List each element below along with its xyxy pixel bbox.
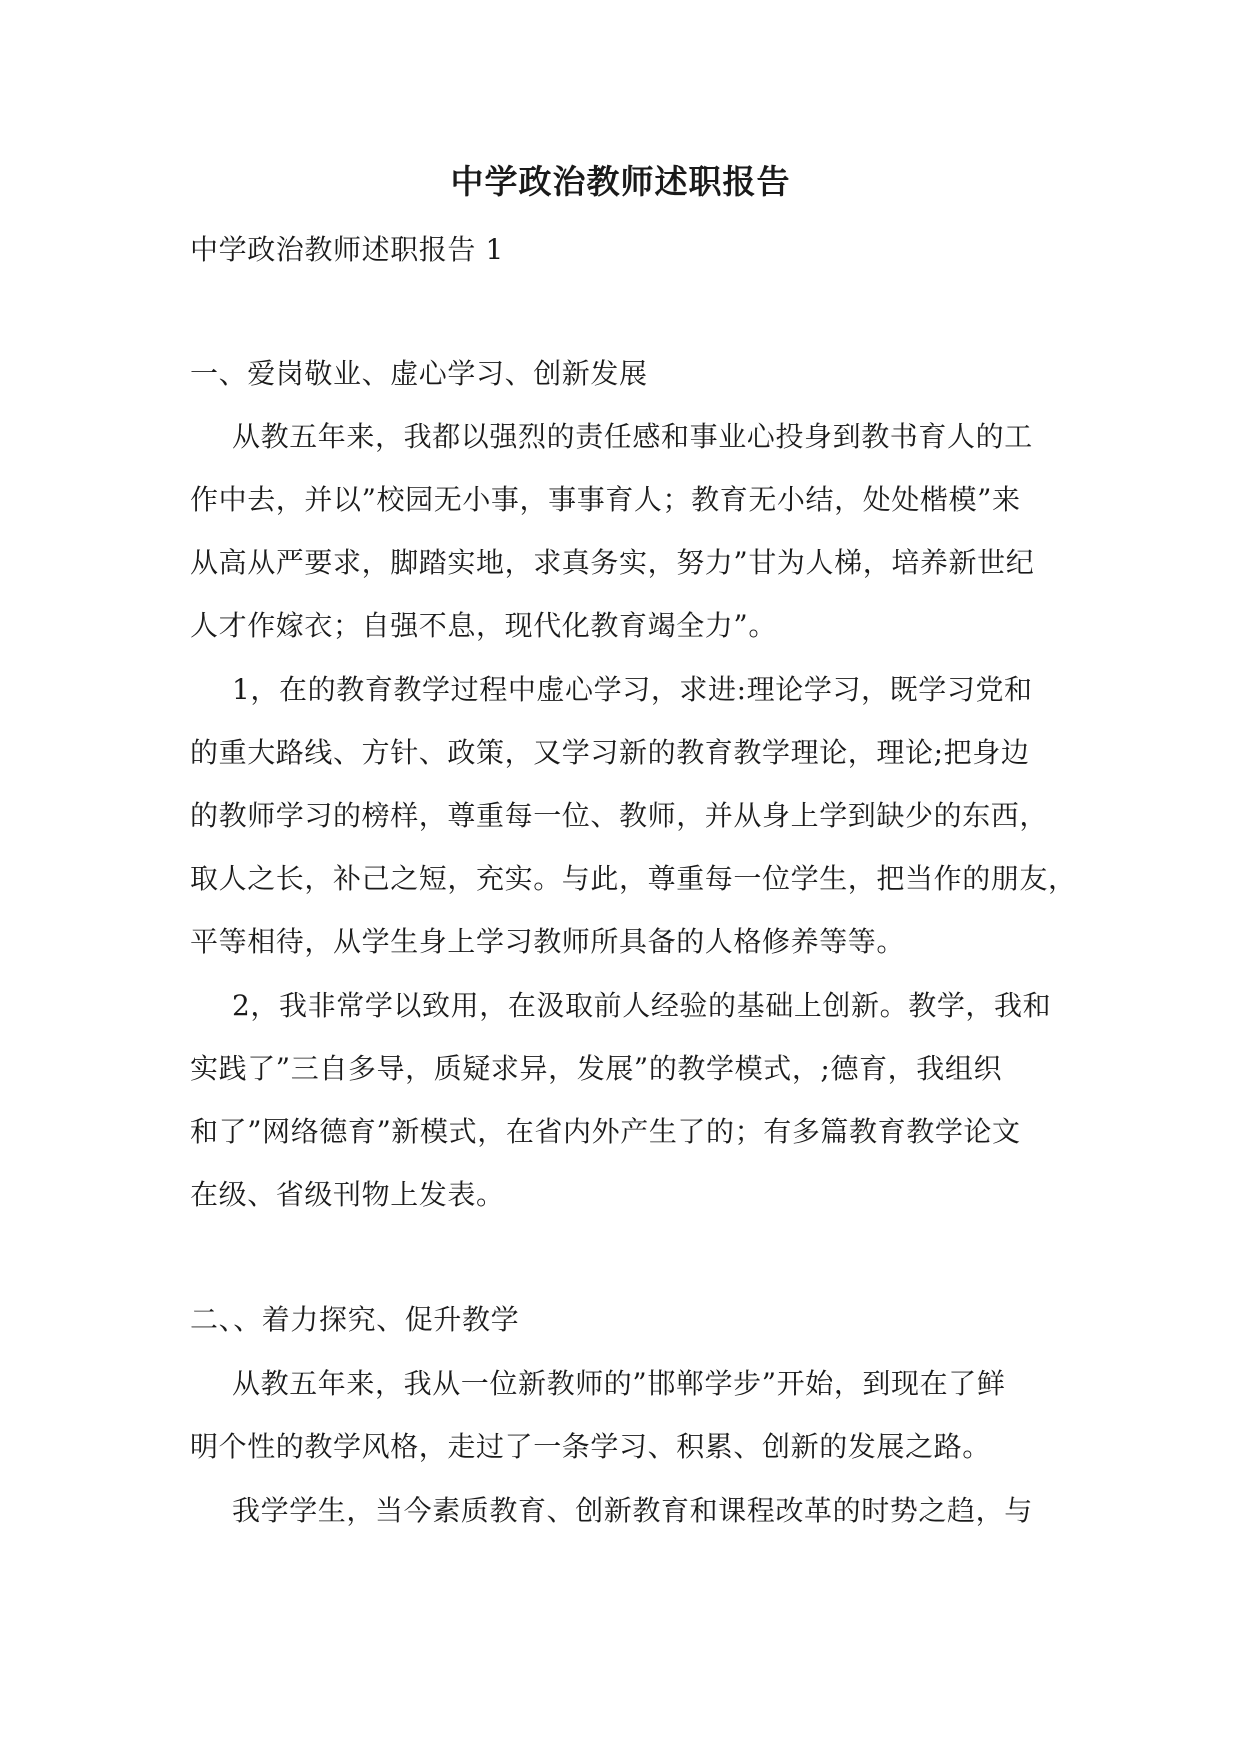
paragraph-line: 从高从严要求，脚踏实地，求真务实，努力”甘为人梯，培养新世纪 <box>190 546 1035 579</box>
paragraph-line: 实践了”三自多导，质疑求异，发展”的教学模式，;德育，我组织 <box>190 1052 1003 1085</box>
report-subtitle: 中学政治教师述职报告 1 <box>190 233 504 266</box>
paragraph-line: 取人之长，补己之短，充实。与此，尊重每一位学生，把当作的朋友， <box>190 862 1077 895</box>
paragraph-line: 1，在的教育教学过程中虚心学习，求进:理论学习，既学习党和 <box>232 673 1033 706</box>
paragraph-line: 从教五年来，我从一位新教师的”邯郸学步”开始，到现在了鲜 <box>232 1367 1006 1400</box>
paragraph-line: 明个性的教学风格，走过了一条学习、积累、创新的发展之路。 <box>190 1430 991 1463</box>
document-title: 中学政治教师述职报告 <box>450 162 791 201</box>
section-heading-1: 一、爱岗敬业、虚心学习、创新发展 <box>190 357 648 390</box>
paragraph-line: 的重大路线、方针、政策，又学习新的教育教学理论，理论;把身边 <box>190 736 1030 769</box>
paragraph-line: 我学学生，当今素质教育、创新教育和课程改革的时势之趋，与 <box>232 1494 1033 1527</box>
paragraph-line: 从教五年来，我都以强烈的责任感和事业心投身到教书育人的工 <box>232 420 1033 453</box>
paragraph-line: 平等相待，从学生身上学习教师所具备的人格修养等等。 <box>190 925 906 958</box>
section-heading-2: 二、、着力探究、促升教学 <box>190 1303 520 1336</box>
paragraph-line: 2，我非常学以致用，在汲取前人经验的基础上创新。教学，我和 <box>232 989 1052 1022</box>
paragraph-line: 人才作嫁衣；自强不息，现代化教育竭全力”。 <box>190 609 777 642</box>
paragraph-line: 在级、省级刊物上发表。 <box>190 1178 505 1211</box>
paragraph-line: 作中去，并以”校园无小事，事事育人；教育无小结，处处楷模”来 <box>190 483 1021 516</box>
paragraph-line: 的教师学习的榜样，尊重每一位、教师，并从身上学到缺少的东西， <box>190 799 1049 832</box>
paragraph-line: 和了”网络德育”新模式，在省内外产生了的；有多篇教育教学论文 <box>190 1115 1021 1148</box>
